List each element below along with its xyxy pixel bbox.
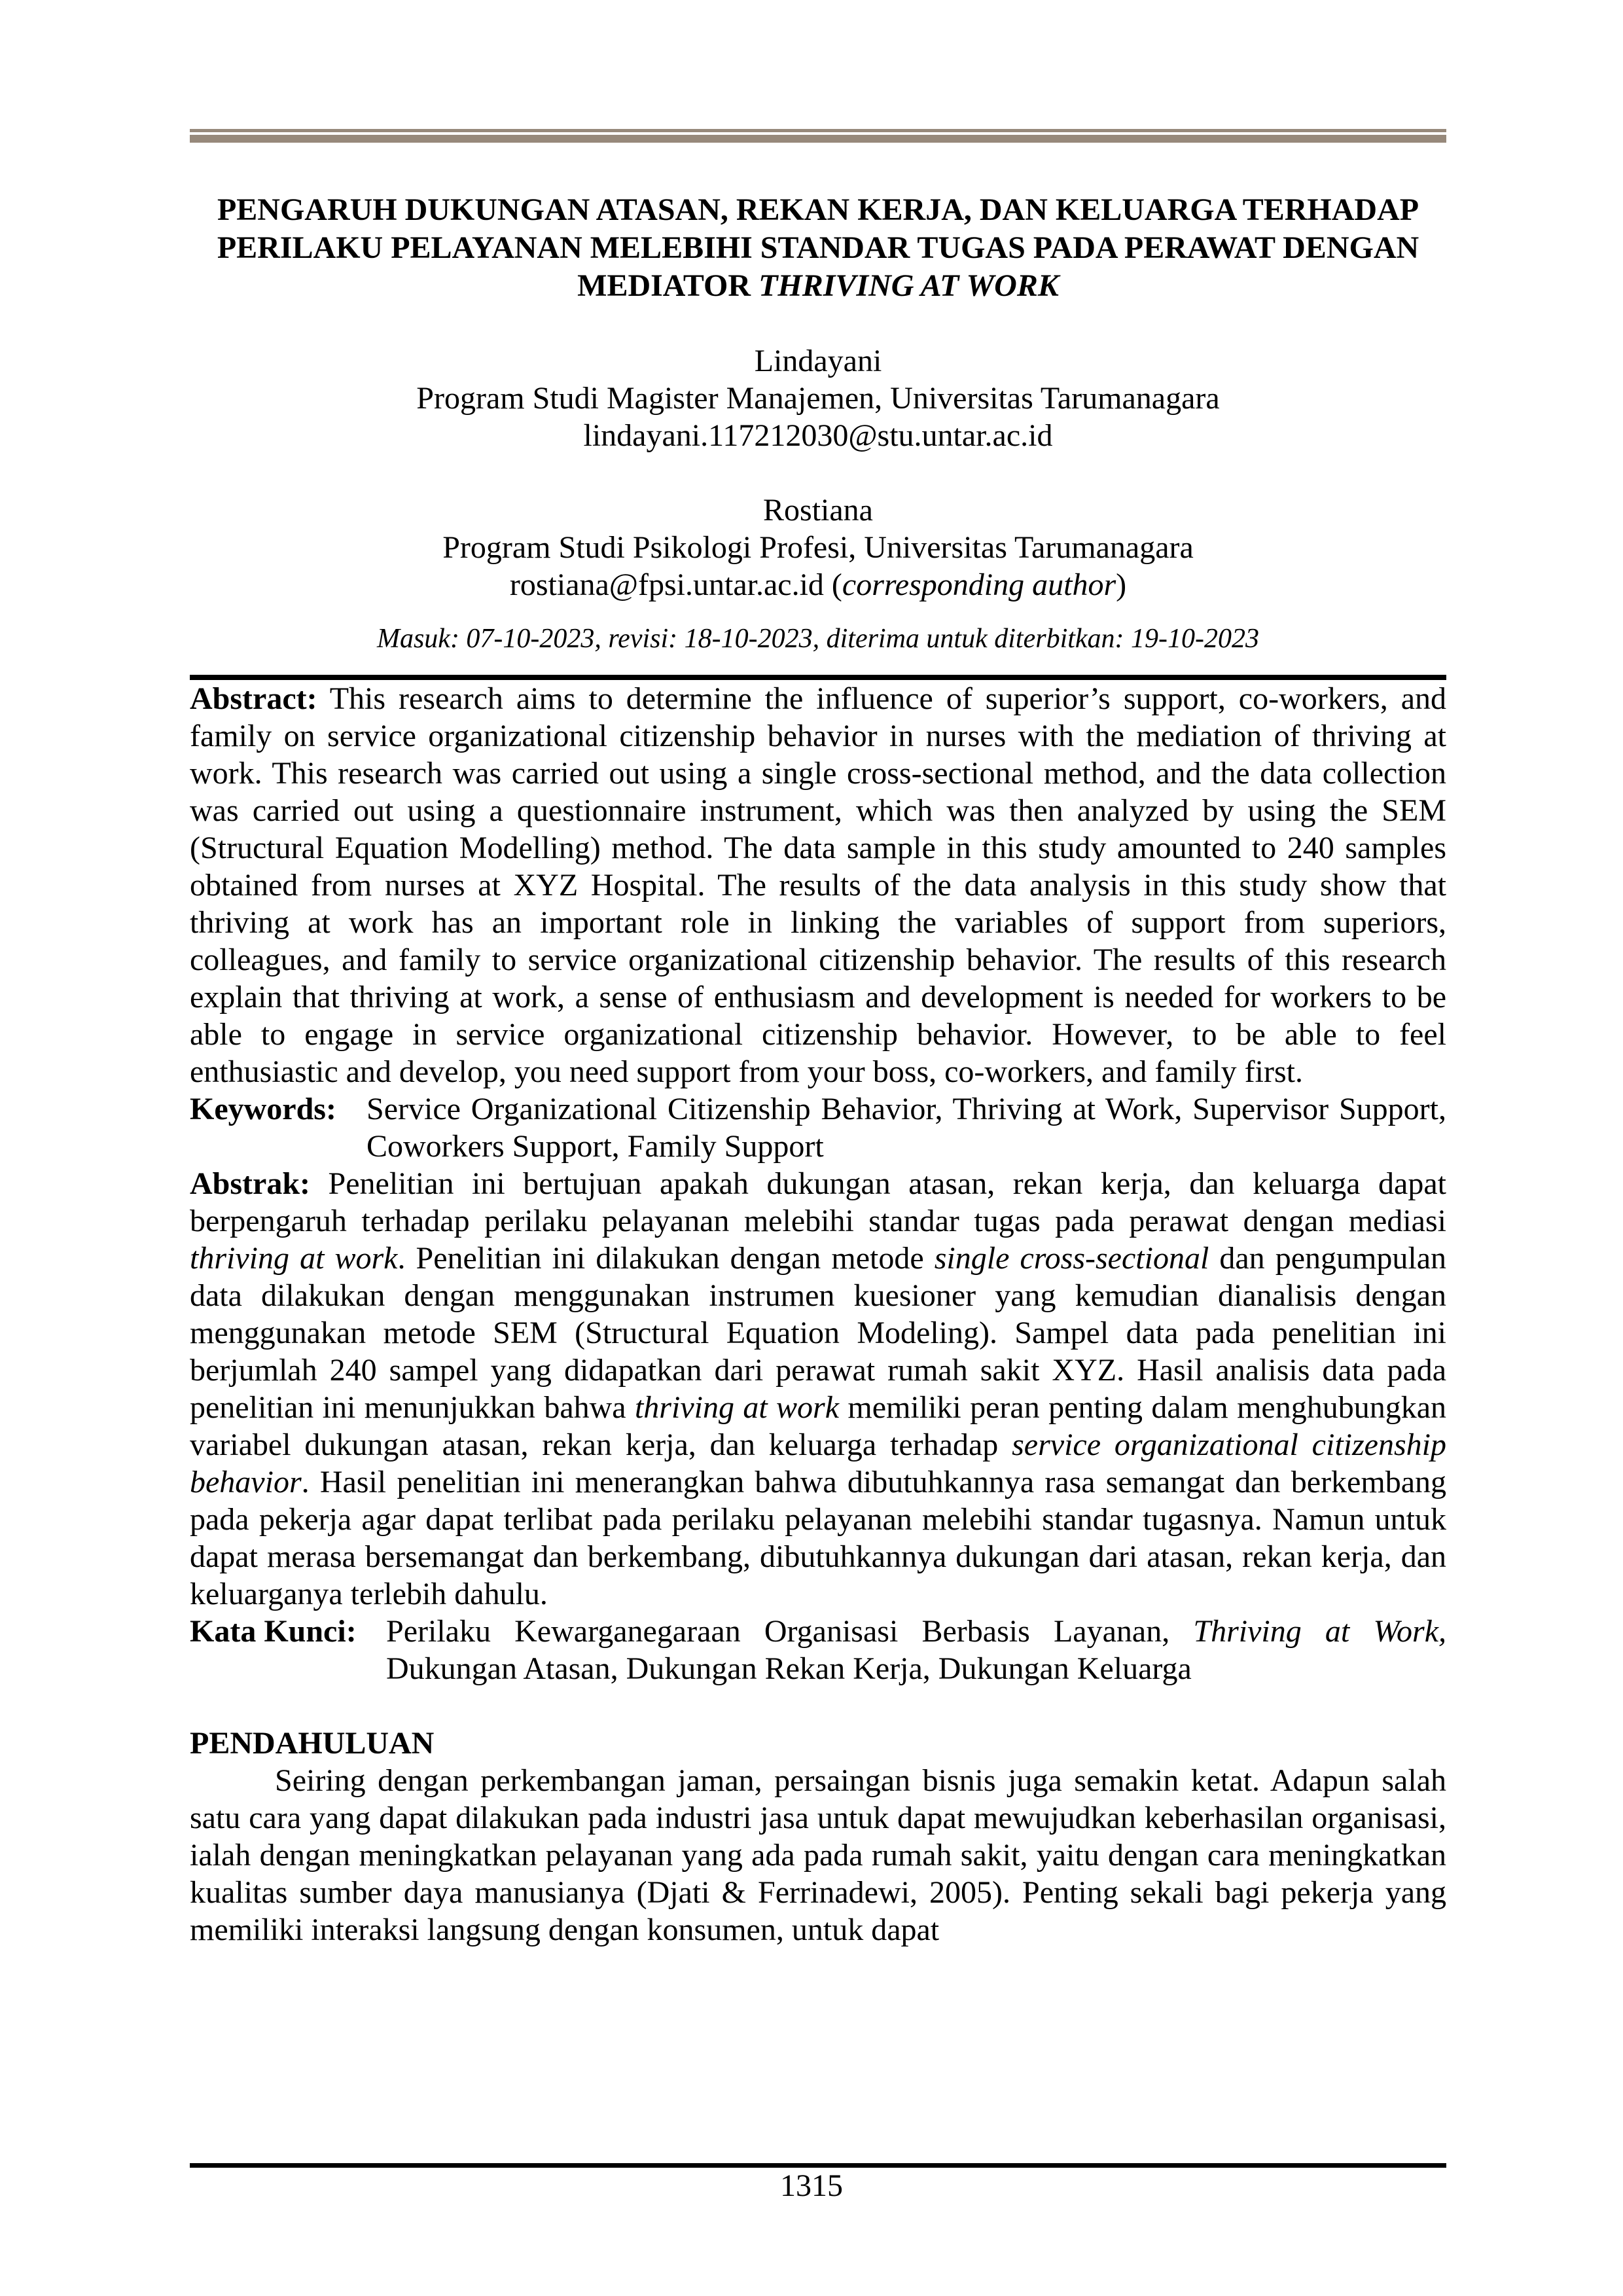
page-number: 1315: [780, 2168, 843, 2203]
kata-kunci-run-italic: Thriving at Work,: [1193, 1614, 1447, 1649]
abstrak-run: . Hasil penelitian ini menerangkan bahwa dibutuhkannya rasa semangat dan berkembang pada pekerja agar dapat terlibat pada perilaku pelayanan melebihi standar tugasnya. Namun untuk dapat merasa bersemangat dan berkembang, dibutuhkannya dukungan dari atasan, rekan kerja, dan keluarganya terlebih dahulu.: [190, 1465, 1446, 1611]
author-name: Lindayani: [754, 344, 882, 378]
abstrak-run: . Penelitian ini dilakukan dengan metode: [397, 1241, 935, 1276]
abstract-paragraph: [190, 680, 1446, 1090]
abstrak-run-italic: service organizational citizenship behavior: [190, 1427, 1446, 1499]
author-block-1: [190, 342, 1446, 454]
kata-kunci-label: Kata Kunci:: [190, 1614, 357, 1649]
header-rule-thin: [190, 129, 1446, 132]
author-name: Rostiana: [763, 493, 873, 528]
abstrak-run: dan pengumpulan data dilakukan dengan menggunakan instrumen kuesioner yang kemudian dianalisis dengan menggunakan metode SEM (Structural Equation Modeling). Sampel data pada penelitian ini berjumlah 240 sampel yang didapatkan dari perawat rumah sakit XYZ. Hasil analisis data pada penelitian ini menunjukkan bahwa: [190, 1241, 1447, 1425]
kata-kunci-paragraph: [190, 1613, 1446, 1687]
author-affiliation: Program Studi Psikologi Profesi, Universitas Tarumanagara: [442, 530, 1194, 565]
pendahuluan-paragraph: Seiring dengan perkembangan jaman, persaingan bisnis juga semakin ketat. Adapun salah satu cara yang dapat dilakukan pada industri jasa untuk dapat mewujudkan keberhasilan organisasi, ialah dengan meningkatkan pelayanan yang ada pada rumah sakit, yaitu dengan cara meningkatkan kualitas sumber daya manusianya (Djati & Ferrinadewi, 2005). Penting sekali bagi pekerja yang memiliki interaksi langsung dengan konsumen, untuk dapat: [190, 1763, 1446, 1947]
paper-title-text: PENGARUH DUKUNGAN ATASAN, REKAN KERJA, DAN KELUARGA TERHADAP PERILAKU PELAYANAN MELEBIHI STANDAR TUGAS PADA PERAWAT DENGAN MEDIATOR: [217, 192, 1419, 303]
author-email: rostiana@fpsi.untar.ac.id (corresponding author): [509, 567, 1127, 602]
abstract-label: Abstract:: [190, 681, 317, 716]
keywords-text: Service Organizational Citizenship Behavior, Thriving at Work, Supervisor Support, Coworkers Support, Family Support: [366, 1092, 1446, 1164]
author-affiliation: Program Studi Magister Manajemen, Universitas Tarumanagara: [416, 381, 1220, 416]
section-heading-pendahuluan: PENDAHULUAN: [190, 1726, 435, 1761]
abstrak-label: Abstrak:: [190, 1166, 311, 1201]
abstrak-run-italic: thriving at work: [190, 1241, 398, 1276]
paper-title: [190, 191, 1446, 305]
author-email: lindayani.117212030@stu.untar.ac.id: [583, 418, 1053, 453]
header-rule-thick: [190, 135, 1446, 143]
abstrak-run: memiliki peran penting dalam menghubungkan variabel dukungan atasan, rekan kerja, dan keluarga terhadap: [190, 1390, 1447, 1462]
abstrak-run: Penelitian ini bertujuan apakah dukungan atasan, rekan kerja, dan keluarga dapat berpengaruh terhadap perilaku pelayanan melebihi standar tugas pada perawat dengan mediasi: [190, 1166, 1446, 1238]
paper-title-italic-text: THRIVING AT WORK: [758, 268, 1059, 303]
abstrak-paragraph: [190, 1165, 1446, 1613]
keywords-label: Keywords:: [190, 1092, 336, 1126]
abstract-text: This research aims to determine the influence of superior’s support, co-workers, and family on service organizational citizenship behavior in nurses with the mediation of thriving at work. This research was carried out using a single cross-sectional method, and the data collection was carried out using a questionnaire instrument, which was then analyzed by using the SEM (Structural Equation Modelling) method. The data sample in this study amounted to 240 samples obtained from nurses at XYZ Hospital. The results of the data analysis in this study show that thriving at work has an important role in linking the variables of support from superiors, colleagues, and family to service organizational citizenship behavior. The results of this research explain that thriving at work, a sense of enthusiasm and development is needed for workers to be able to engage in service organizational citizenship behavior. However, to be able to feel enthusiastic and develop, you need support from your boss, co-workers, and family first.: [190, 681, 1446, 1089]
page-content: [0, 191, 1623, 1948]
kata-kunci-run: Perilaku Kewarganegaraan Organisasi Berbasis Layanan,: [386, 1614, 1194, 1649]
abstrak-run-italic: single cross-sectional: [934, 1241, 1209, 1276]
keywords-paragraph: [190, 1090, 1446, 1165]
divider-rule: [190, 675, 1446, 680]
authors-section: [190, 342, 1446, 603]
author-block-2: [190, 492, 1446, 603]
abstrak-run-italic: thriving at work: [634, 1390, 840, 1425]
kata-kunci-run: Dukungan Atasan, Dukungan Rekan Kerja, Dukungan Keluarga: [386, 1651, 1192, 1686]
submission-dates-line: Masuk: 07-10-2023, revisi: 18-10-2023, diterima untuk diterbitkan: 19-10-2023: [376, 624, 1260, 654]
